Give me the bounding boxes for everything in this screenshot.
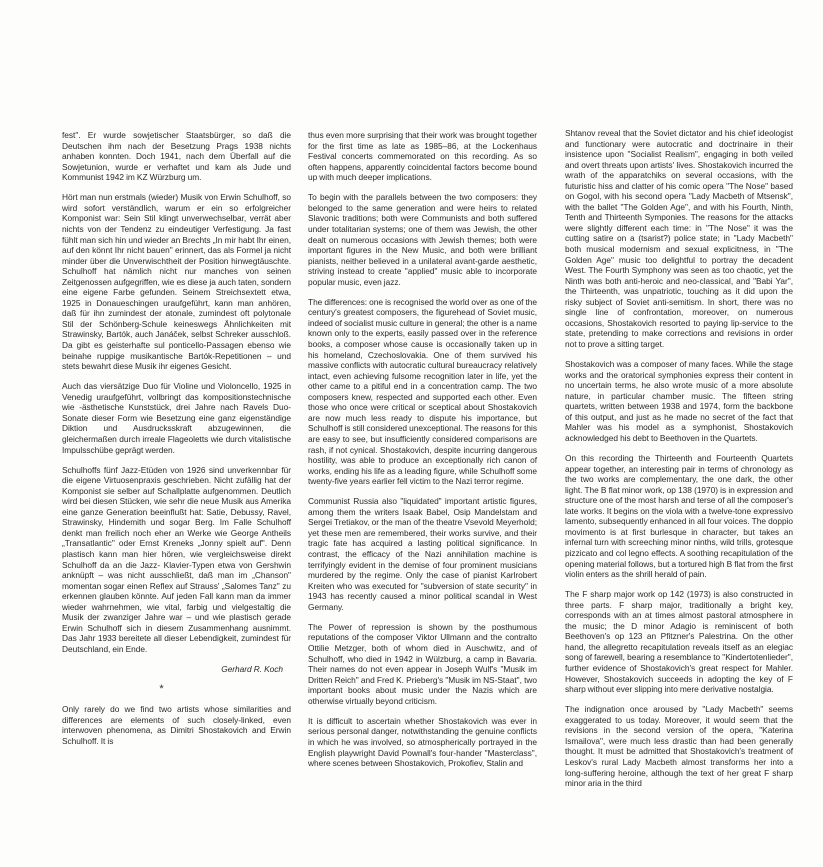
paragraph: The differences: one is recognised the world over as one of the century's greatest composers, the figurehead of Soviet music, indeed of socialist music culture in general; the other is a name known only to the experts, easily passed over in the reference books, a composer whose cause is occasionally taken up in his homeland, Czechoslovakia. One of them survived his massive conflicts with autocratic cultural bureaucracy relatively intact, even achieving fulsome recognition later in life, yet the other came to a pitiful end in a concentration camp. The two composers knew, respected and supported each other. Even those who once were critical or sceptical about Shostakovich are now much less ready to dispute his importance, but Schulhoff is still considered unexceptional. The reasons for this are easy to see, but insufficiently considered comparisons are rash, if not cynical. Shostakovich, despite incurring dangerous hostility, was able to produce an exceptionally rich canon of works, ending his life as a leading figure, while Schulhoff some twenty-five years earlier fell victim to the Nazi terror regime. bbox=[308, 296, 537, 487]
paragraph: It is difficult to ascertain whether Shostakovich was ever in serious personal danger, notwithstanding the genuine conflicts in which he was involved, so atmospherically portrayed in the English playwright David Pownall's four-hander "Masterclass", where scenes between Shostakovich, Prokofiev, Stalin and bbox=[308, 715, 537, 769]
paragraph: Schulhoffs fünf Jazz-Etüden von 1926 sind unverkennbar für die eigene Virtuosenpraxis geschrieben. Nicht zufällig hat der Komponist sie selber auf Schallplatte aufgenommen. Deutlich wird bei diesen Stücken, wie sehr die neue Musik aus Amerika eine ganze Generation beeinflußt hat: Satie, Debussy, Ravel, Strawinsky, Hindemith und sogar Berg. Im Falle Schulhoff denkt man freilich noch eher an Werke wie George Antheils „Transatlantic" oder Ernst Kreneks „Jonny spielt auf". Denn plastisch kann man hier hören, wie vergleichsweise direkt Schulhoff da an die Jazz- Klavier-Typen etwa von Gershwin anknüpft – was nicht ausschließt, daß man im „Chanson" momentan sogar einen Reflex auf Strauss' „Salomes Tanz" zu erkennen glauben könnte. Auf jeden Fall kann man da immer wieder wahrnehmen, wie vital, farbig und vielgestaltig die Musik der zwanziger Jahre war – und wie plastisch gerade Erwin Schulhoff sich in diesem Zusammenhang ausnimmt. Das Jahr 1933 bereitete all dieser Lebendigkeit, zumindest für Deutschland, ein Ende. bbox=[62, 464, 291, 654]
paragraph: Only rarely do we find two artists whose similarities and differences are elements of such closely-linked, even interwoven phenomena, as Dimitri Shostakovich and Erwin Schulhoff. It is bbox=[62, 704, 291, 746]
paragraph: On this recording the Thirteenth and Fourteenth Quartets appear together, an interesting pair in terms of chronology as the two works are complementary, the one dark, the other light. The B flat minor work, op 138 (1970) is in expression and structure one of the most harsh and terse of all the composer's late works. It begins on the viola with a twelve-tone expressivo lamento, subsequently enhanced in all four voices. The doppio movimento is at first burlesque in character, but takes an infernal turn with screeching minor ninths, wild trills, grotesque pizzicato and col legno effects. A soothing recapitulation of the opening material follows, but a tortured high B flat from the first violin enters as the shrill herald of pain. bbox=[565, 453, 793, 580]
paragraph: fest". Er wurde sowjetischer Staatsbürger, so daß die Deutschen ihm nach der Besetzung Prags 1938 nichts anhaben konnten. Doch 1941, nach dem Überfall auf die Sowjetunion, wurde er verhaftet und kam als Jude und Kommunist 1942 im KZ Würzburg um. bbox=[62, 130, 291, 183]
column-1 bbox=[62, 130, 291, 756]
paragraph: The indignation once aroused by "Lady Macbeth" seems exaggerated to us today. Moreover, it would seem that the revisions in the second version of the opera, "Katerina Ismailova", were much less drastic than had been generally thought. It must be admitted that Shostakovich's treatment of Leskov's rural Lady Macbeth almost transforms her into a long-suffering heroine, although the text of her great F sharp minor aria in the third bbox=[565, 704, 793, 789]
paragraph: Shostakovich was a composer of many faces. While the stage works and the oratorical symphonies express their content in no uncertain terms, he also wrote music of a more absolute nature, in particular chamber music. The fifteen string quartets, written between 1938 and 1974, form the backbone of this output, and just as he made no secret of the fact that Mahler was his model as a symphonist, Shostakovich acknowledged his debt to Beethoven in the Quartets. bbox=[565, 359, 793, 443]
paragraph: Shtanov reveal that the Soviet dictator and his chief ideologist and functionary were autocratic and doctrinaire in their insistence upon "Socialist Realism", engaging in both veiled and overt threats upon artists' lives. Shostakovich incurred the wrath of the apparatchiks on several occasions, with the futuristic hiss and clatter of his comic opera "The Nose" based on Gogol, with his second opera "Lady Macbeth of Mtsensk", with the ballet "The Golden Age", and with his Fourth, Ninth, Tenth and Thirteenth Symponies. The reasons for the attacks were slightly different each time: in "The Nose" it was the cutting satire on a (tsarist?) police state; in "Lady Macbeth" both musical modernism and sexual explicitness, in "The Golden Age" music too delightful to portray the decadent West. The Fourth Symphony was seen as too chaotic, yet the Ninth was both anti-heroic and neo-classical, and "Babi Yar", the Thirteenth, was unpatriotic, touching as it did upon the risky subject of Soviet anti-semitism. In short, there was no single line of confrontation, moreover, on numerous occasions, Shostakovich resorted to paying lip-service to the state, pretending to make corrections and revisions in order not to prove a sitting target. bbox=[565, 128, 793, 349]
column-2 bbox=[308, 130, 537, 778]
column-3 bbox=[565, 128, 793, 798]
paragraph: To begin with the parallels between the two composers: they belonged to the same generation and were heirs to related Slavonic traditions; both were Communists and both suffered under totalitarian systems; one of them was Jewish, the other dealt on numerous occasions with Jewish themes; both were important figures in the New Music, and both were brilliant pianists, neither believed in a unilateral avant-garde aesthetic, striving instead to create "applied" music able to incorporate popular music, even jazz. bbox=[308, 192, 537, 287]
paragraph: thus even more surprising that their work was brought together for the first time as late as 1985–86, at the Lockenhaus Festival concerts commemorated on this recording. As so often happens, apparently coincidental factors become bound up with much deeper implications. bbox=[308, 130, 537, 183]
section-separator: * bbox=[159, 683, 164, 696]
paragraph: Communist Russia also "liquidated" important artistic figures, among them the writers Isaak Babel, Osip Mandelstam and Sergei Tretiakov, or the man of the theatre Vsevold Meyerhold; yet these men are remembered, their works survive, and their tragic fate has acquired a lasting political significance. In contrast, the efficacy of the Nazi annihilation machine is terrifyingly evident in the demise of four prominent musicians murdered by the regime. Only the case of pianist Karlrobert Kreiten who was executed for "subversion of state security" in 1943 has recently caused a minor political scandal in West Germany. bbox=[308, 496, 537, 612]
paragraph: The F sharp major work op 142 (1973) is also constructed in three parts. F sharp major, traditionally a bright key, corresponds with an at times almost pastoral atmosphere in the music; the D minor Adagio is reminiscent of both Beethoven's op 123 an Pfitzner's Palestrina. On the other hand, the allegretto recapitulation reveals itself as an elegiac song of farewell, bearing a resemblance to "Kindertotenlieder", further evidence of Shostakovich's great respect for Mahler. However, Shostakovich succeeds in adopting the key of F sharp without ever slipping into mere derivative nostalgia. bbox=[565, 589, 793, 695]
paragraph: Auch das viersätzige Duo für Violine und Violoncello, 1925 in Venedig uraufgeführt, vollbringt das kompositionstechnische wie -ästhetische Kunststück, drei Jahre nach Ravels Duo-Sonate dieser Form wie Besetzung eine ganz eigenständige Diktion und Ausdrucksskraft abzugewinnen, die gleichermaßen durch irreale Flageoletts wie durch vitalistische Impulsschübe geprägt werden. bbox=[62, 381, 291, 455]
author-signature: Gerhard R. Koch bbox=[221, 664, 283, 675]
paragraph: Hört man nun erstmals (wieder) Musik von Erwin Schulhoff, so wird sofort verständlich, warum er ein so erfolgreicher Komponist war: Sein Stil klingt unverwechselbar, verrät aber nichts von der Tendenz zu eindeutiger Verfestigung. Ja fast fühlt man sich hin und wieder an Brechts „In mir habt Ihr einen, auf den könnt Ihr nicht bauen" erinnert, das als Formel ja nicht minder über die Unverwischtheit der Position hinwegtäuschte. Schulhoff hat nämlich nicht nur manches von seinen Zeitgenossen aufgegriffen, wie es diese ja auch taten, sondern eine eigene Farbe gefunden. Seinem Streichsextett etwa, 1925 in Donaueschingen uraufgeführt, kann man anhören, daß für ihn zumindest der atonale, zumindest oft polytonale Stil der Schönberg-Schule keineswegs Ähnlichkeiten mit Strawinsky, Bartók, auch Janáček, selbst Schreker ausschloß. Da gibt es geisterhafte sul ponticello-Passagen ebenso wie beinahe ruppige musikantische Bartók-Repetitionen – und stets bewahrt diese Musik ihr eigenes Gesicht. bbox=[62, 192, 291, 372]
paragraph: The Power of repression is shown by the posthumous reputations of the composer Viktor Ullmann and the contralto Ottilie Metzger, both of whom died in Auschwitz, and of Schulhoff, who died in 1942 in Wülzburg, a camp in Bavaria. Their names do not even appear in Joseph Wulf's "Musik im Dritten Reich" and Fred K. Prieberg's "Musik im NS-Staat", two important books about music under the Nazis which are otherwise virtually beyond criticism. bbox=[308, 621, 537, 706]
